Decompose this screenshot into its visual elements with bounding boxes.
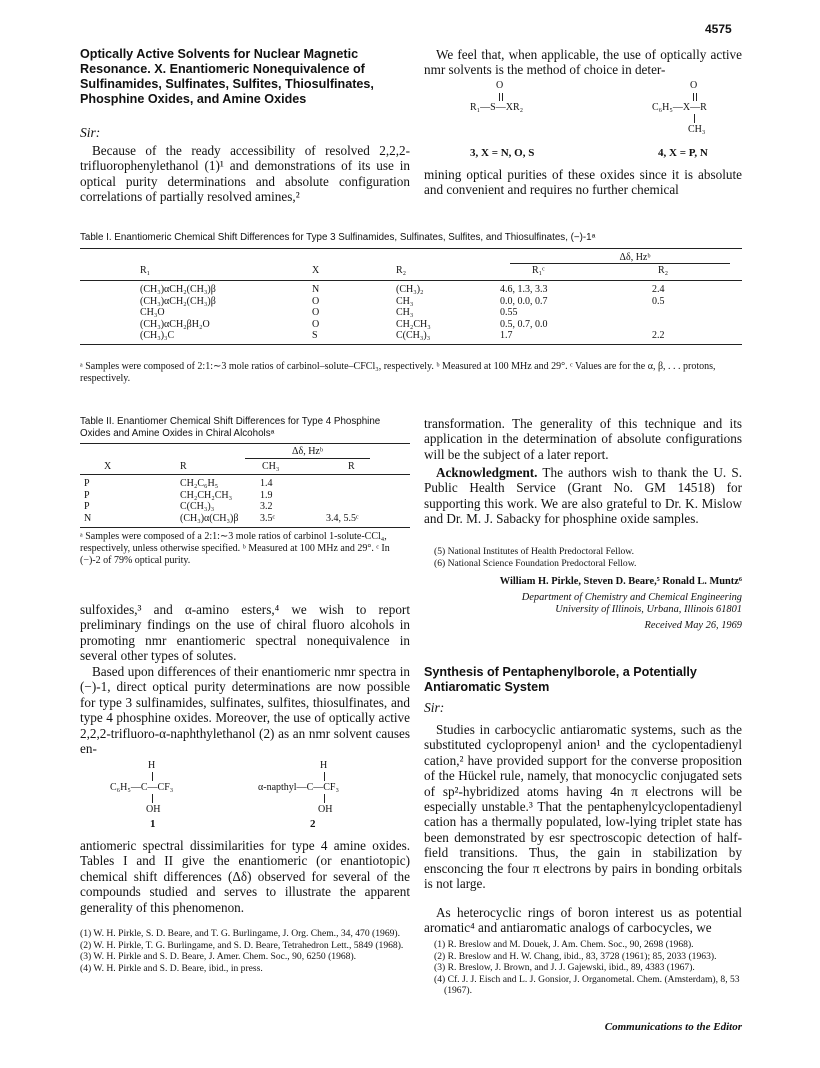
table-2-caption: Table II. Enantiomer Chemical Shift Differences for Type 4 Phosphine Oxides and Amine Oxides in Chiral Alcoholsᵃ [80,416,381,439]
table-2-cell: N [84,512,92,524]
table-1-header: R₁ᶜ [532,265,545,276]
reference: (4) Cf. J. J. Eisch and L. J. Gonsior, J. Organometal. Chem. (Amsterdam), 8, 53 (1967). [434,973,740,997]
table-1-group-header: Δδ, Hzᵇ [619,252,651,263]
reference: (4) W. H. Pirkle and S. D. Beare, ibid., in press. [80,962,263,974]
table-2-header: X [104,461,112,472]
reference: (1) R. Breslow and M. Douek, J. Am. Chem. Soc., 90, 2698 (1968). [434,939,694,950]
left-paragraph-4: antiomeric spectral dissimilarities for type 4 amine oxides. Tables I and II give the enantiomeric (or enantiotopic) chemical shift differences (Δδ) observed for several of the compounds studied and serves to illustrate the apparent generality of this phenomenon. [80,838,410,915]
table-1-cell: O [312,295,320,307]
table-1-header: R₂ [658,265,669,276]
left-paragraph-2: sulfoxides,³ and α-amino esters,⁴ we wish to report preliminary findings on the use of chiral fluoro alcohols in promoting nmr enantiomeric spectral nonequivalence in several other types of solutes. [80,602,410,664]
table-1-cell: 2.2 [652,330,665,341]
table-1-cell: (CH₃)αCH₂βH₂O [140,318,210,330]
table-1-cell: 1.7 [500,330,513,341]
table-2-cell: 3.4, 5.5ᶜ [326,512,359,524]
table-2-cell: 3.2 [260,501,273,512]
table-1-cell: 2.4 [652,284,665,295]
table-1-cell: CH₂CH₃ [396,318,431,330]
structure-1: H C₆H₅—C—CF₃ OH 1 [110,760,174,830]
table-2-group-header: Δδ, Hzᵇ [292,446,323,457]
table-2-cell: 3.5ᶜ [260,512,276,524]
structure-4: O C₆H₅—X—R CH₃ 4, X = P, N [652,80,708,159]
table-1-cell: (CH₃)αCH₂(CH₃)β [140,295,216,307]
table-1-cell: 0.0, 0.0, 0.7 [500,295,548,307]
article-2-paragraph-1: Studies in carbocyclic antiaromatic systems, such as the substituted cyclopropenyl anion¹ and the cyclopentadienyl cation,² have provided support for the converse proposition of the Hückel rule, namely, that monocyclic conjugated sets of sp²-hybridized atoms having 4n π electrons will be especially unstable.³ That the pentaphenylcyclopentadienyl cation has a thermally populated, low-lying triplet state has been demonstrated by esr spectroscopic detection of half-field transitions. Thus, the gain in stabilization by ensconcing the four π electrons by pairs in bonding orbitals is not large. [424,722,742,892]
table-1-cell: 0.55 [500,307,518,318]
table-2-cell: P [84,501,90,512]
reference: (5) National Institutes of Health Predoctoral Fellow. [434,546,634,557]
table-1-cell: 4.6, 1.3, 3.3 [500,284,548,295]
right-paragraph-1: We feel that, when applicable, the use of optically active nmr solvents is the method of choice in deter- [424,47,742,78]
table-2-cell: P [84,478,90,489]
acknowledgment-text: The authors wish to thank the U. S. Public Health Service (Grant No. GM 14518) for supporting this work. We are also grateful to Dr. K. Mislow and Dr. M. J. Sabacky for phosphine oxide samples. [424,465,742,527]
table-2-cell: CH₂C₆H₅ [180,478,219,489]
table-1-caption: Table I. Enantiomeric Chemical Shift Differences for Type 3 Sulfinamides, Sulfinates, Sulfites, and Thiosulfinates, (−)-1ᵃ [80,232,596,243]
structure-3: O R₁—S—XR₂ 3, X = N, O, S [470,80,535,159]
structure-1-label: 1 [150,818,156,830]
table-1-header: R₂ [396,265,407,276]
table-1-cell: O [312,307,320,318]
affiliation-line-1: Department of Chemistry and Chemical Engineering [521,592,742,603]
table-1-cell: CH₃O [140,307,165,318]
reference: (2) R. Breslow and H. W. Chang, ibid., 83, 3728 (1961); 85, 2033 (1963). [434,950,717,962]
reference: (3) R. Breslow, J. Brown, and J. J. Gajewski, ibid., 89, 4383 (1967). [434,962,695,974]
reference: (3) W. H. Pirkle and S. D. Beare, J. Amer. Chem. Soc., 90, 6250 (1968). [80,951,357,963]
page-footer: Communications to the Editor [604,1021,742,1033]
affiliation-line-2: University of Illinois, Urbana, Illinois 61801 [555,604,742,615]
right-references [434,546,744,569]
structure-3-label: 3, X = N, O, S [470,147,535,159]
left-paragraph-3: Based upon differences of their enantiomeric nmr spectra in (−)-1, direct optical purity determinations are now possible for type 3 sulfinamides, sulfinates, sulfites, thiosulfinates, and type 4 phosphine oxides. Moreover, the use of optically active 2,2,2-trifluoro-α-naphthylethanol (2) as an nmr solvent causes en- [80,664,410,757]
table-1-footnote: ᵃ Samples were composed of 2:1:∼3 mole ratios of carbinol–solute–CFCl₃, respectively. ᵇ Measured at 100 MHz and 29°. ᶜ Values are for the α, β, . . . protons, respectively. [80,361,716,384]
right-paragraph-2: mining optical purities of these oxides since it is absolute and convenient and requires no further chemical [424,167,742,198]
table-1-cell: CH₃ [396,307,414,318]
article-title: Optically Active Solvents for Nuclear Magnetic Resonance. X. Enantiomeric Nonequivalence of Sulfinamides, Sulfinates, Sulfites, Thiosulfinates, Phosphine Oxides, and Amine Oxides [80,47,374,106]
reference: (6) National Science Foundation Predoctoral Fellow. [434,557,637,569]
table-2-cell: (CH₃)α(CH₃)β [180,512,239,524]
table-2-footnote: ᵃ Samples were composed of a 2:1:∼3 mole ratios of carbinol 1-solute-CCl₄, respectively, unless otherwise specified. ᵇ Measured at 100 MHz and 29°. ᶜ In (−)-2 of 79% optical purity. [80,531,390,566]
table-1-header: X [312,265,320,276]
table-2-header: CH₃ [262,461,280,472]
table-1-header: R₁ [140,265,151,276]
table-1-cell: O [312,318,320,330]
article-2-paragraph-2: As heterocyclic rings of boron interest us as potential aromatic⁴ and antiaromatic analogs of carbocycles, we [424,905,742,936]
right-paragraph-3: transformation. The generality of this technique and its application in the determination of absolute configurations will be the subject of a later report. [424,416,742,462]
table-2-cell: 1.4 [260,478,273,489]
reference: (2) W. H. Pirkle, T. G. Burlingame, and S. D. Beare, Tetrahedron Lett., 5849 (1968). [80,939,404,951]
table-2-cell: 1.9 [260,489,273,501]
table-1-cell: N [312,284,320,295]
authors: William H. Pirkle, Steven D. Beare,⁵ Ronald L. Muntz⁶ [499,576,742,587]
table-2-cell: C(CH₃)₃ [180,501,215,512]
received-date: Received May 26, 1969 [644,620,742,631]
structure-2-label: 2 [310,818,316,830]
table-2-cell: CH₂CH₂CH₃ [180,489,233,501]
intro-paragraph: Because of the ready accessibility of resolved 2,2,2-trifluorophenylethanol (1)¹ and demonstrations of its use in optical purity determinations and absolute configuration correlations of partially resolved amines,² [80,143,410,205]
structure-4-label: 4, X = P, N [658,147,708,159]
table-1-cell: 0.5, 0.7, 0.0 [500,318,548,330]
salutation: Sir: [80,125,101,140]
table-1-cell: 0.5 [652,295,665,307]
table-1-cell: C(CH₃)₃ [396,330,431,341]
acknowledgment-label: Acknowledgment. [436,465,538,480]
article-2-references [434,939,744,997]
table-2-cell: P [84,489,90,501]
page-number: 4575 [705,22,732,36]
table-1-cell: CH₃ [396,295,414,307]
left-references [80,928,410,974]
table-2-header: R [348,461,355,472]
table-1-cell: (CH₃)₂ [396,284,424,295]
table-1-cell: (CH₃)₃C [140,330,175,341]
structure-2: H α-napthyl—C—CF₃ OH 2 [258,760,339,830]
table-1-cell: S [312,330,318,341]
table-2-header: R [180,461,187,472]
article-2-title: Synthesis of Pentaphenylborole, a Potentially Antiaromatic System [424,665,697,694]
table-1-cell: (CH₃)αCH₂(CH₃)β [140,284,216,295]
acknowledgment [424,465,742,527]
article-2-salutation: Sir: [424,700,445,715]
reference: (1) W. H. Pirkle, S. D. Beare, and T. G. Burlingame, J. Org. Chem., 34, 470 (1969). [80,928,401,939]
